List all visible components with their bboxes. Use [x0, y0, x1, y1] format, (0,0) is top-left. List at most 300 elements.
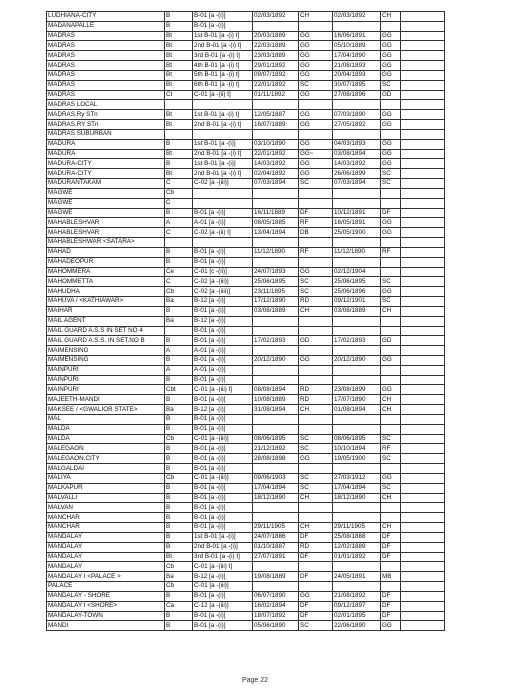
place-cell: MAKSEE / <GWALIOR STATE>	[47, 405, 165, 415]
table-row	[47, 41, 445, 51]
table-row	[47, 562, 445, 572]
table-row	[47, 572, 445, 582]
second-code-cell: GD	[381, 90, 401, 100]
table-row	[47, 297, 445, 307]
reference-cell: B-01 [a -(i)]	[193, 375, 253, 385]
blank-cell	[401, 572, 445, 582]
reference-cell: B-01 [a -(i)]	[193, 208, 253, 218]
reference-cell: B-01 [a -(i)]	[193, 503, 253, 513]
second-date-cell: 17/07/1890	[333, 395, 381, 405]
first-date-cell: 25/06/1895	[253, 277, 299, 287]
second-date-cell: 27/08/1896	[333, 90, 381, 100]
reference-cell	[193, 238, 253, 248]
second-code-cell	[381, 326, 401, 336]
class-cell: B	[165, 355, 193, 365]
first-date-cell: 17/12/1890	[253, 297, 299, 307]
second-date-cell: 25/05/1900	[333, 228, 381, 238]
table-row	[47, 444, 445, 454]
first-date-cell: 02/03/1892	[253, 12, 299, 22]
class-cell: Bt	[165, 41, 193, 51]
place-cell: PALACE	[47, 582, 165, 592]
blank-cell	[401, 110, 445, 120]
reference-cell: 1st B-01 [a -(i) t]	[193, 31, 253, 41]
second-date-cell: 04/03/1893	[333, 139, 381, 149]
second-code-cell: GG	[381, 473, 401, 483]
blank-cell	[401, 385, 445, 395]
place-cell: MADURA	[47, 139, 165, 149]
place-cell: MALVAN	[47, 503, 165, 513]
first-code-cell: CH	[299, 405, 333, 415]
blank-cell	[401, 434, 445, 444]
place-cell: MAHOMMERA	[47, 267, 165, 277]
class-cell: Ba	[165, 297, 193, 307]
blank-cell	[401, 287, 445, 297]
second-code-cell: GG	[381, 120, 401, 130]
table-row	[47, 464, 445, 474]
blank-cell	[401, 414, 445, 424]
place-cell: MALGALDAI	[47, 464, 165, 474]
second-date-cell	[333, 316, 381, 326]
second-date-cell: 02/12/1904	[333, 267, 381, 277]
place-cell: MAIL GUARD A.S.S. IN SET.NO B	[47, 336, 165, 346]
first-date-cell: 24/07/1886	[253, 532, 299, 542]
second-code-cell: GG	[381, 159, 401, 169]
blank-cell	[401, 277, 445, 287]
second-date-cell: 23/08/1899	[333, 385, 381, 395]
second-code-cell: RF	[381, 444, 401, 454]
second-code-cell: GG	[381, 355, 401, 365]
table-row	[47, 346, 445, 356]
second-date-cell: 21/08/1892	[333, 591, 381, 601]
blank-cell	[401, 21, 445, 31]
place-cell: MANCHAR	[47, 513, 165, 523]
place-cell: MAJEETH-MANDI	[47, 395, 165, 405]
second-code-cell	[381, 188, 401, 198]
first-code-cell: DF	[299, 601, 333, 611]
class-cell: C	[165, 228, 193, 238]
class-cell: Cb	[165, 287, 193, 297]
second-date-cell	[333, 100, 381, 110]
reference-cell: B-12 [a -(i)]	[193, 316, 253, 326]
class-cell: Bt	[165, 120, 193, 130]
first-code-cell: CH	[299, 306, 333, 316]
second-code-cell: GG	[381, 218, 401, 228]
class-cell: Ce	[165, 267, 193, 277]
class-cell: B	[165, 395, 193, 405]
class-cell	[165, 100, 193, 110]
first-date-cell	[253, 414, 299, 424]
second-date-cell	[333, 424, 381, 434]
place-cell: MANDALAY-TOWN	[47, 611, 165, 621]
second-code-cell: CH	[381, 395, 401, 405]
second-code-cell: MB	[381, 572, 401, 582]
first-date-cell	[253, 464, 299, 474]
second-date-cell: 12/02/1889	[333, 542, 381, 552]
first-code-cell: RD	[299, 542, 333, 552]
place-cell: MADURA-CITY	[47, 159, 165, 169]
reference-cell: B-01 [a -(i)]	[193, 326, 253, 336]
place-cell: MANDALAY I <SHORE>	[47, 601, 165, 611]
class-cell: Bt	[165, 51, 193, 61]
place-cell: MAHABLESHVAR	[47, 218, 165, 228]
class-cell: Bt	[165, 552, 193, 562]
first-code-cell: SC	[299, 434, 333, 444]
place-cell: MANDALAY	[47, 552, 165, 562]
reference-cell: B-12 [a -(i)]	[193, 297, 253, 307]
table-row	[47, 326, 445, 336]
blank-cell	[401, 621, 445, 631]
first-code-cell	[299, 464, 333, 474]
blank-cell	[401, 297, 445, 307]
second-code-cell: DF	[381, 552, 401, 562]
place-cell: MALKAPUR	[47, 483, 165, 493]
place-cell: MALVALLI	[47, 493, 165, 503]
table-row	[47, 110, 445, 120]
place-cell: MAHUDHA	[47, 287, 165, 297]
second-code-cell: DF	[381, 208, 401, 218]
place-cell: MADRAS	[47, 70, 165, 80]
reference-cell: 3rd B-01 [a -(i) t]	[193, 552, 253, 562]
second-date-cell: 27/05/1892	[333, 120, 381, 130]
class-cell: Cb	[165, 562, 193, 572]
second-code-cell	[381, 346, 401, 356]
place-cell: MAIL GUARD A.S.S IN SET NO 4	[47, 326, 165, 336]
first-date-cell: 05/06/1890	[253, 621, 299, 631]
table-row	[47, 267, 445, 277]
place-cell: MAGWE	[47, 188, 165, 198]
reference-cell: 2nd B-01 [a -(i) t]	[193, 41, 253, 51]
blank-cell	[401, 316, 445, 326]
reference-cell: B-01 [a -(i)]	[193, 12, 253, 22]
second-date-cell: 25/08/1888	[333, 532, 381, 542]
place-cell: MANCHAR	[47, 523, 165, 533]
table-row	[47, 287, 445, 297]
reference-cell: C-01 [a -(iii)]	[193, 434, 253, 444]
first-date-cell: 13/04/1894	[253, 228, 299, 238]
second-code-cell	[381, 21, 401, 31]
second-date-cell: 09/12/1897	[333, 601, 381, 611]
place-cell: MADRAS	[47, 61, 165, 71]
table-row	[47, 21, 445, 31]
first-code-cell: GG	[299, 267, 333, 277]
first-date-cell	[253, 424, 299, 434]
table-row	[47, 473, 445, 483]
place-cell: MAIMENSING	[47, 346, 165, 356]
place-cell: LUDHIANA-CITY	[47, 12, 165, 22]
first-code-cell: CH	[299, 493, 333, 503]
place-cell: MAIL AGENT	[47, 316, 165, 326]
second-date-cell: 16/06/1891	[333, 31, 381, 41]
second-code-cell: SC	[381, 80, 401, 90]
first-date-cell	[253, 198, 299, 208]
first-date-cell	[253, 365, 299, 375]
first-date-cell: 20/03/1889	[253, 31, 299, 41]
second-date-cell: 14/03/1892	[333, 159, 381, 169]
reference-cell: B-01 [a -(i)]	[193, 493, 253, 503]
second-date-cell: 18/12/1890	[333, 493, 381, 503]
class-cell: A	[165, 365, 193, 375]
second-date-cell	[333, 188, 381, 198]
reference-cell: C-01 [a -(iii)]	[193, 473, 253, 483]
class-cell: B	[165, 464, 193, 474]
table-row	[47, 503, 445, 513]
class-cell: C	[165, 179, 193, 189]
class-cell: B	[165, 493, 193, 503]
first-date-cell: 28/08/1898	[253, 454, 299, 464]
table-row	[47, 454, 445, 464]
table-body	[47, 12, 445, 631]
place-cell: MADURANTAKAM	[47, 179, 165, 189]
second-code-cell	[381, 238, 401, 248]
reference-cell: 2nd B-01 [a -(i) t]	[193, 169, 253, 179]
table-row	[47, 513, 445, 523]
first-date-cell	[253, 188, 299, 198]
first-code-cell: DF	[299, 611, 333, 621]
class-cell: B	[165, 208, 193, 218]
first-date-cell	[253, 21, 299, 31]
table-row	[47, 414, 445, 424]
blank-cell	[401, 454, 445, 464]
second-code-cell: DF	[381, 601, 401, 611]
class-cell: A	[165, 346, 193, 356]
second-code-cell	[381, 365, 401, 375]
second-code-cell: GG	[381, 139, 401, 149]
blank-cell	[401, 159, 445, 169]
first-code-cell	[299, 21, 333, 31]
second-code-cell: CH	[381, 523, 401, 533]
blank-cell	[401, 493, 445, 503]
reference-cell: B-01 [a -(i)]	[193, 591, 253, 601]
first-code-cell: SC	[299, 444, 333, 454]
class-cell: Cb	[165, 188, 193, 198]
first-code-cell	[299, 316, 333, 326]
blank-cell	[401, 228, 445, 238]
second-code-cell	[381, 267, 401, 277]
second-date-cell	[333, 582, 381, 592]
blank-cell	[401, 208, 445, 218]
place-cell: MADRAS	[47, 80, 165, 90]
class-cell: Bt	[165, 61, 193, 71]
place-cell: MANDALAY	[47, 532, 165, 542]
blank-cell	[401, 464, 445, 474]
reference-cell	[193, 129, 253, 139]
second-code-cell: RF	[381, 247, 401, 257]
second-date-cell: 09/12/1901	[333, 297, 381, 307]
first-date-cell	[253, 346, 299, 356]
second-date-cell: 03/08/1889	[333, 306, 381, 316]
reference-cell: C-02 [a -(iii)]	[193, 179, 253, 189]
class-cell: B	[165, 503, 193, 513]
first-date-cell: 29/01/1892	[253, 61, 299, 71]
reference-cell: C-01 [a -(ii) t]	[193, 90, 253, 100]
reference-cell: 3rd B-01 [a -(i) t]	[193, 51, 253, 61]
blank-cell	[401, 444, 445, 454]
first-date-cell	[253, 326, 299, 336]
second-date-cell: 29/11/1905	[333, 523, 381, 533]
class-cell: B	[165, 542, 193, 552]
place-cell: MADRAS	[47, 41, 165, 51]
second-code-cell: GG	[381, 149, 401, 159]
class-cell: B	[165, 257, 193, 267]
class-cell: Ba	[165, 405, 193, 415]
second-code-cell	[381, 464, 401, 474]
blank-cell	[401, 611, 445, 621]
first-date-cell: 22/01/1892	[253, 149, 299, 159]
class-cell: Bt	[165, 149, 193, 159]
table-row	[47, 51, 445, 61]
reference-cell: B-01 [a -(i)]	[193, 454, 253, 464]
blank-cell	[401, 31, 445, 41]
blank-cell	[401, 51, 445, 61]
second-code-cell: GG	[381, 287, 401, 297]
blank-cell	[401, 326, 445, 336]
place-cell: MALDA	[47, 434, 165, 444]
second-date-cell	[333, 414, 381, 424]
table-row	[47, 188, 445, 198]
place-cell: MAIMENSING	[47, 355, 165, 365]
blank-cell	[401, 424, 445, 434]
place-cell: MAIHAR	[47, 306, 165, 316]
second-code-cell: CH	[381, 405, 401, 415]
first-code-cell: GG~	[299, 149, 333, 159]
first-code-cell: RD	[299, 385, 333, 395]
class-cell: Bt	[165, 169, 193, 179]
second-date-cell: 25/06/1895	[333, 277, 381, 287]
reference-cell: C-02 [a -(iii)]	[193, 277, 253, 287]
reference-cell: A-01 [a -(i)]	[193, 365, 253, 375]
table-row	[47, 582, 445, 592]
first-date-cell: 23/11/1895	[253, 287, 299, 297]
first-code-cell: GG	[299, 591, 333, 601]
first-code-cell	[299, 257, 333, 267]
first-code-cell: RD	[299, 395, 333, 405]
table-row	[47, 621, 445, 631]
place-cell: MADANAPALLE	[47, 21, 165, 31]
second-date-cell: 07/03/1894	[333, 179, 381, 189]
first-code-cell	[299, 513, 333, 523]
place-cell: MALEGAON	[47, 444, 165, 454]
first-code-cell: GG	[299, 70, 333, 80]
blank-cell	[401, 503, 445, 513]
second-date-cell	[333, 198, 381, 208]
class-cell: Ba	[165, 572, 193, 582]
table-row	[47, 424, 445, 434]
first-code-cell	[299, 562, 333, 572]
class-cell: Ct	[165, 90, 193, 100]
second-date-cell	[333, 365, 381, 375]
table-row	[47, 316, 445, 326]
reference-cell: B-01 [a -(i)]	[193, 355, 253, 365]
reference-cell: B-01 [a -(i)]	[193, 424, 253, 434]
second-date-cell	[333, 375, 381, 385]
table-row	[47, 542, 445, 552]
place-cell: MAHADEOPUR	[47, 257, 165, 267]
class-cell: B	[165, 523, 193, 533]
reference-cell	[193, 198, 253, 208]
first-date-cell: 06/07/1890	[253, 591, 299, 601]
second-code-cell: SC	[381, 297, 401, 307]
blank-cell	[401, 483, 445, 493]
blank-cell	[401, 523, 445, 533]
class-cell: Bt	[165, 80, 193, 90]
first-date-cell: 01/11/1892	[253, 90, 299, 100]
blank-cell	[401, 169, 445, 179]
blank-cell	[401, 552, 445, 562]
first-date-cell: 22/03/1889	[253, 41, 299, 51]
class-cell: B	[165, 336, 193, 346]
first-code-cell	[299, 100, 333, 110]
table-row	[47, 336, 445, 346]
table-row	[47, 493, 445, 503]
first-date-cell: 29/11/1905	[253, 523, 299, 533]
table-row	[47, 395, 445, 405]
table-row	[47, 169, 445, 179]
blank-cell	[401, 267, 445, 277]
second-date-cell: 24/05/1891	[333, 572, 381, 582]
first-date-cell	[253, 503, 299, 513]
table-row	[47, 31, 445, 41]
second-code-cell: GG	[381, 51, 401, 61]
first-code-cell: DF	[299, 552, 333, 562]
reference-cell: 1st B-01 [a -(i) t]	[193, 110, 253, 120]
first-date-cell: 01/10/1887	[253, 542, 299, 552]
reference-cell: B-01 [a -(i)]	[193, 523, 253, 533]
table-row	[47, 179, 445, 189]
class-cell: B	[165, 306, 193, 316]
table-row	[47, 277, 445, 287]
first-code-cell: SC	[299, 277, 333, 287]
second-code-cell: DF	[381, 532, 401, 542]
blank-cell	[401, 532, 445, 542]
table-row	[47, 591, 445, 601]
second-date-cell: 17/02/1893	[333, 336, 381, 346]
second-code-cell	[381, 129, 401, 139]
second-date-cell: 20/12/1890	[333, 355, 381, 365]
first-code-cell: SC	[299, 179, 333, 189]
second-date-cell	[333, 238, 381, 248]
table-row	[47, 434, 445, 444]
first-code-cell: DF	[299, 532, 333, 542]
first-code-cell	[299, 582, 333, 592]
blank-cell	[401, 395, 445, 405]
class-cell: Bt	[165, 110, 193, 120]
second-code-cell: SC	[381, 169, 401, 179]
second-code-cell	[381, 375, 401, 385]
class-cell: Ba	[165, 316, 193, 326]
place-cell: MADRAS LOCAL	[47, 100, 165, 110]
class-cell: B	[165, 375, 193, 385]
second-code-cell	[381, 100, 401, 110]
table-row	[47, 218, 445, 228]
second-date-cell: 17/04/1894	[333, 483, 381, 493]
second-date-cell: 02/03/1892	[333, 12, 381, 22]
second-date-cell: 19/05/1900	[333, 454, 381, 464]
reference-cell: B-01 [a -(i)]	[193, 611, 253, 621]
first-code-cell: GG	[299, 139, 333, 149]
table-row	[47, 70, 445, 80]
place-cell: MAINPURI	[47, 365, 165, 375]
reference-cell: B-01 [a -(i)]	[193, 414, 253, 424]
first-code-cell: DB	[299, 228, 333, 238]
reference-cell: 4th B-01 [a -(i) t]	[193, 61, 253, 71]
second-date-cell	[333, 346, 381, 356]
first-date-cell: 16/02/1894	[253, 601, 299, 611]
place-cell: MAHOMMETTA	[47, 277, 165, 287]
place-cell: MAHAD	[47, 247, 165, 257]
second-date-cell: 30/07/1895	[333, 80, 381, 90]
first-code-cell: GG	[299, 61, 333, 71]
second-code-cell: GG	[381, 110, 401, 120]
